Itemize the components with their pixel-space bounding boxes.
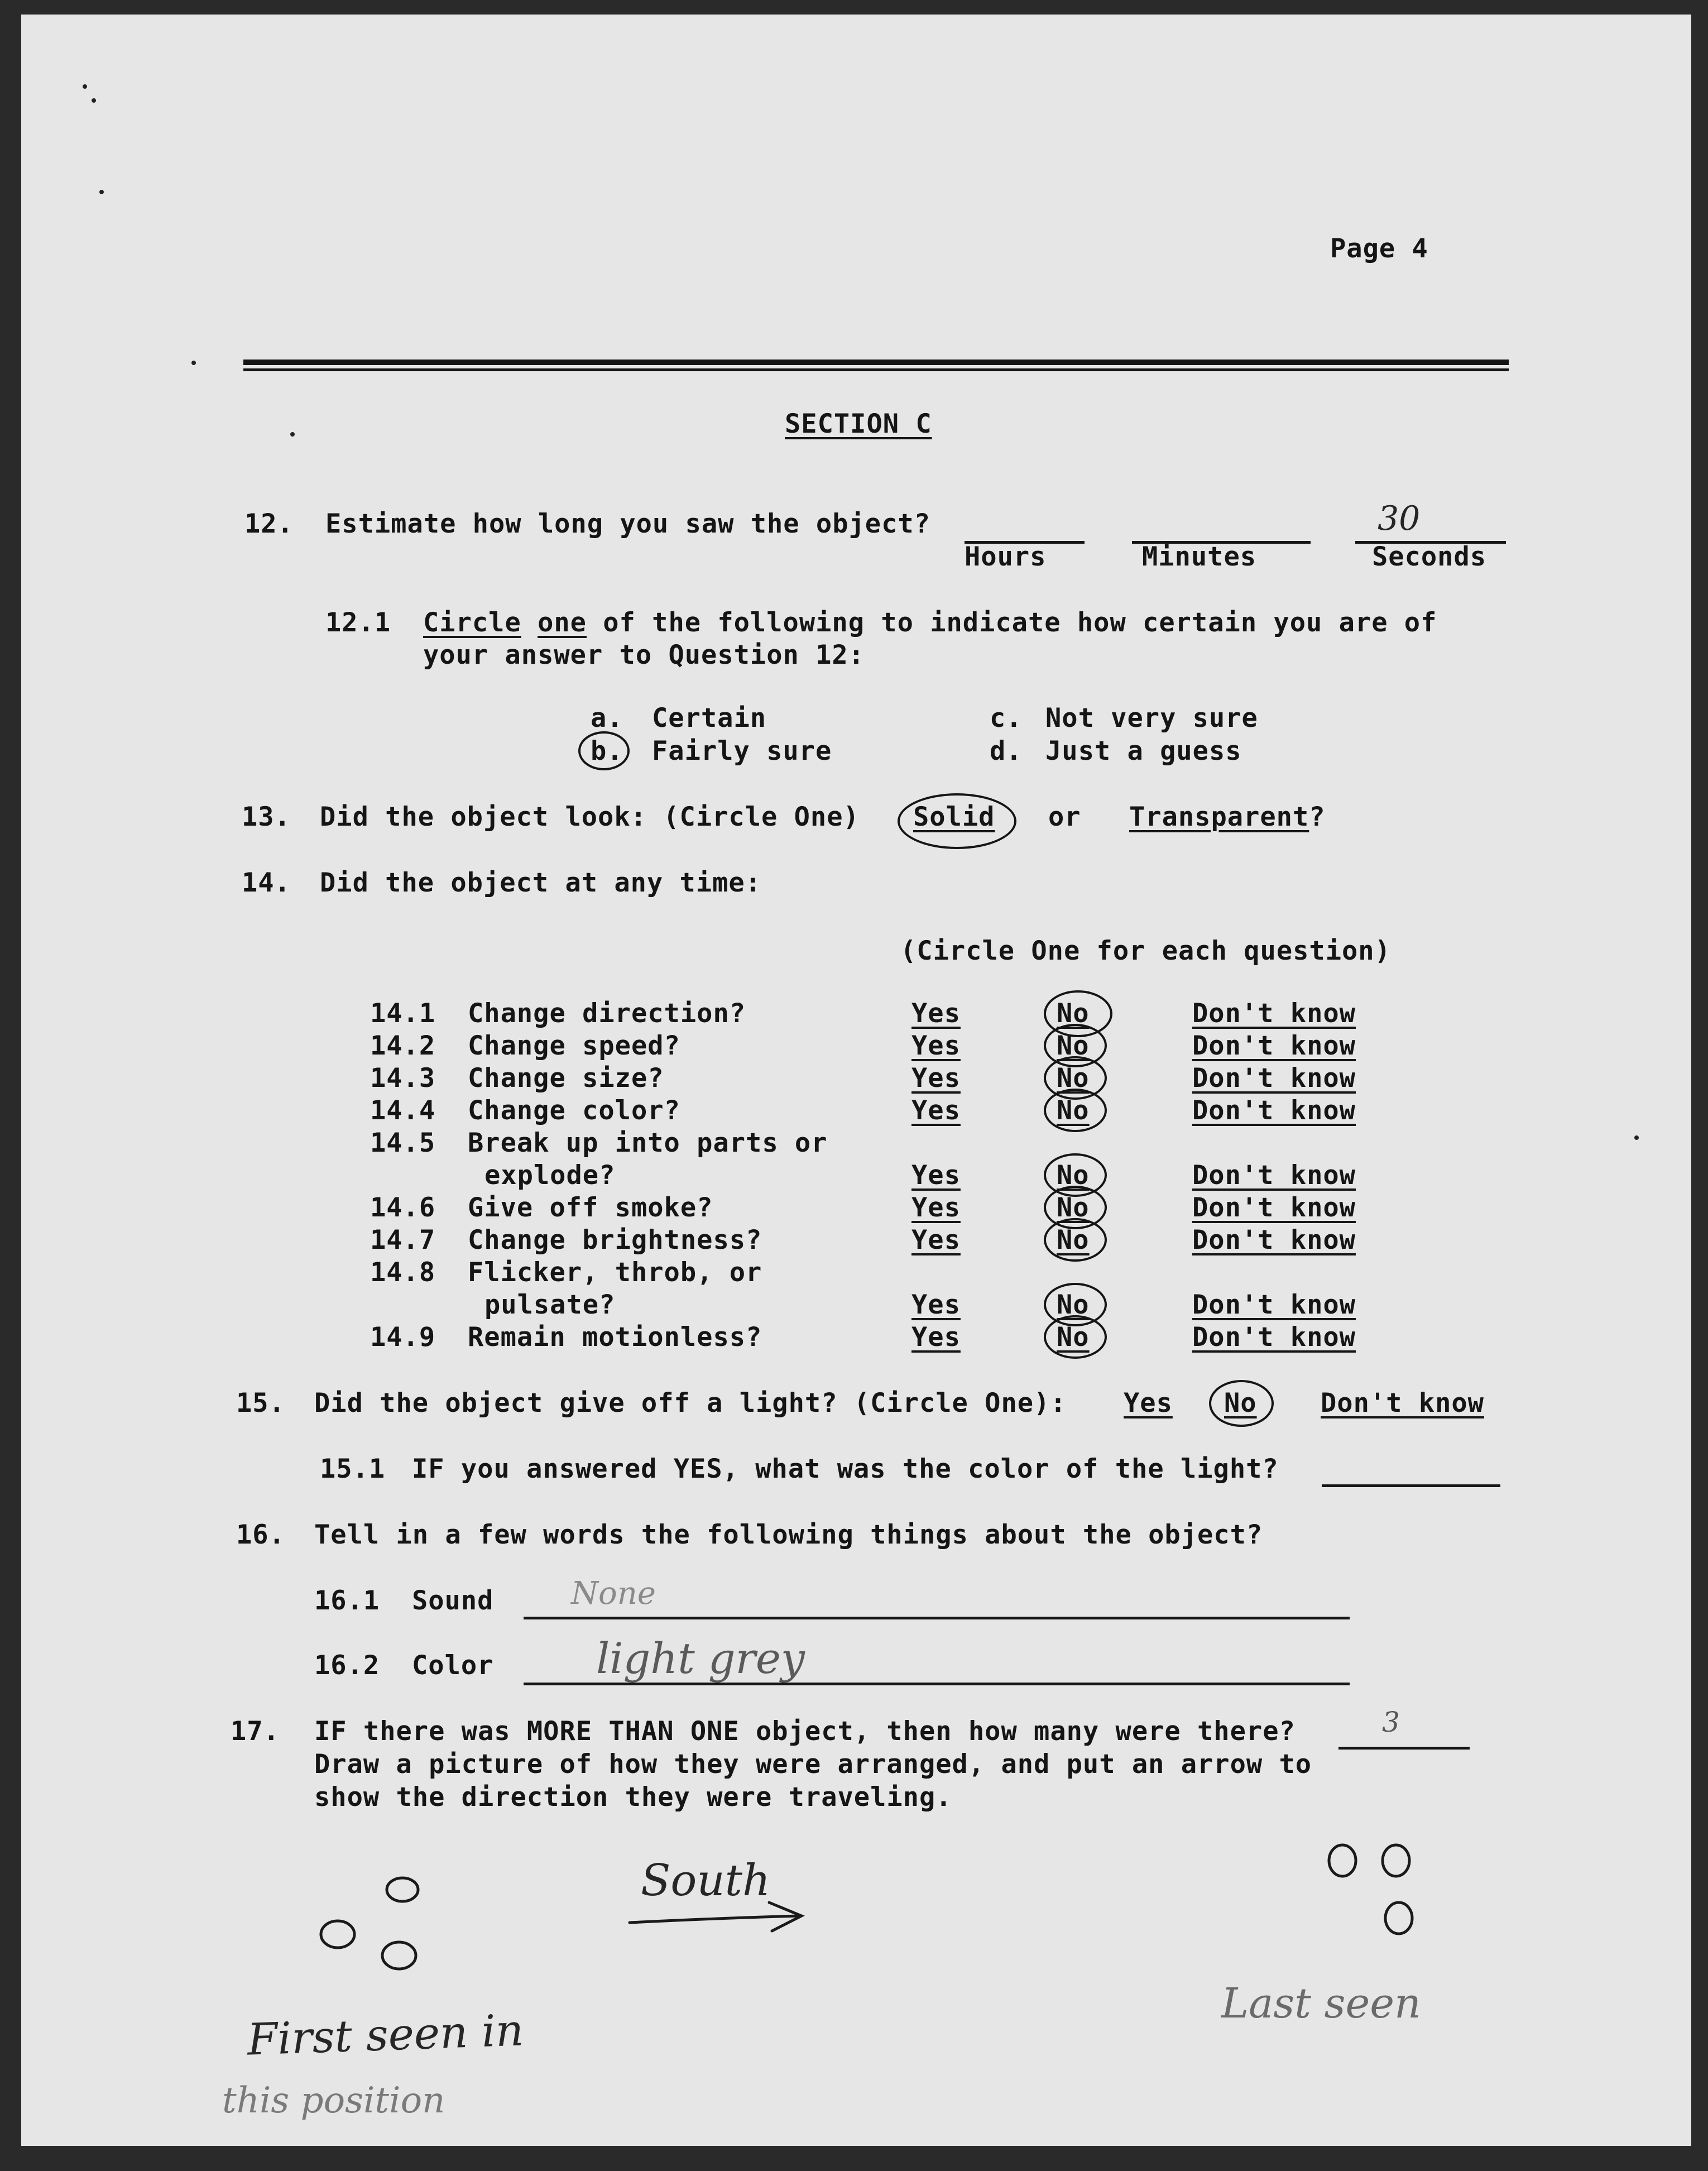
color-label: Color (412, 1650, 494, 1681)
q14-item-number: 14.2 (370, 1031, 436, 1061)
or-word: or (1048, 802, 1081, 832)
page-number: Page 4 (1330, 233, 1428, 264)
q17-number: 17. (231, 1716, 280, 1747)
q14-item-number: 14.6 (370, 1192, 436, 1223)
form-page (21, 15, 1691, 2146)
option-d-letter[interactable]: d. (990, 736, 1023, 766)
q14-item-number: 14.8 (370, 1257, 436, 1288)
object-circle-end-left (1329, 1845, 1356, 1876)
q14-item-text: Change size? (468, 1063, 664, 1094)
option-b-text[interactable]: Fairly sure (652, 736, 832, 766)
q14-6-no[interactable]: No (1057, 1192, 1090, 1223)
q14-9-dont-know[interactable]: Don't know (1192, 1322, 1356, 1353)
q14-item-text: Flicker, throb, or (468, 1257, 762, 1288)
arrangement-sketch (21, 15, 1691, 2146)
q17-line1: IF there was MORE THAN ONE object, then how many were there? (314, 1716, 1296, 1747)
q14-4-dont-know[interactable]: Don't know (1192, 1095, 1356, 1126)
object-count-value[interactable]: 3 (1382, 1706, 1400, 1738)
option-b-letter[interactable]: b. (591, 736, 623, 766)
object-circle-end-right (1383, 1845, 1409, 1876)
q13-qmark: ? (1309, 802, 1326, 832)
q14-item-text: Break up into parts or (468, 1128, 828, 1158)
q14-5-dont-know[interactable]: Don't know (1192, 1160, 1356, 1191)
q14-7-yes[interactable]: Yes (911, 1225, 961, 1255)
q14-item-number: 14.1 (370, 998, 436, 1029)
q14-2-dont-know[interactable]: Don't know (1192, 1031, 1356, 1061)
q14-2-no[interactable]: No (1057, 1031, 1090, 1061)
seconds-label: Seconds (1372, 541, 1487, 572)
q14-item-text: Change brightness? (468, 1225, 762, 1255)
q14-8-dont-know[interactable]: Don't know (1192, 1290, 1356, 1320)
q14-3-no[interactable]: No (1057, 1063, 1090, 1094)
object-circle-start-left (321, 1921, 354, 1948)
q14-4-yes[interactable]: Yes (911, 1095, 961, 1126)
q14-item-text: Remain motionless? (468, 1322, 762, 1353)
q14-1-yes[interactable]: Yes (911, 998, 961, 1029)
q14-4-no[interactable]: No (1057, 1095, 1090, 1126)
q14-item-text: Give off smoke? (468, 1192, 713, 1223)
q14-text: Did the object at any time: (320, 868, 762, 898)
q14-item-text-cont: pulsate? (484, 1290, 616, 1320)
q15-1-text: IF you answered YES, what was the color of the light? (412, 1454, 1279, 1484)
q13-text: Did the object look: (Circle One) (320, 802, 860, 832)
q14-item-text-cont: explode? (484, 1160, 616, 1191)
q14-6-dont-know[interactable]: Don't know (1192, 1192, 1356, 1223)
q16-2-number: 16.2 (314, 1650, 380, 1681)
solid-option[interactable]: Solid (913, 802, 995, 832)
q17-line3: show the direction they were traveling. (314, 1782, 952, 1813)
sound-value[interactable]: None (571, 1575, 656, 1612)
q14-5-no[interactable]: No (1057, 1160, 1090, 1191)
q14-9-no[interactable]: No (1057, 1322, 1090, 1353)
q14-item-text: Change speed? (468, 1031, 680, 1061)
q14-item-number: 14.3 (370, 1063, 436, 1094)
q15-dont-know[interactable]: Don't know (1321, 1388, 1484, 1418)
q12-1-line2: your answer to Question 12: (423, 640, 865, 670)
option-a-letter[interactable]: a. (591, 703, 623, 734)
object-circle-start-top (387, 1878, 418, 1901)
q14-3-dont-know[interactable]: Don't know (1192, 1063, 1356, 1094)
circle-word: Circle (423, 607, 521, 638)
q16-text: Tell in a few words the following things about the object? (314, 1520, 1263, 1550)
q15-yes[interactable]: Yes (1124, 1388, 1173, 1418)
q15-1-number: 15.1 (320, 1454, 386, 1484)
q14-7-dont-know[interactable]: Don't know (1192, 1225, 1356, 1255)
first-seen-note-line1: First seen in (246, 2005, 525, 2065)
direction-arrow-shaft (630, 1916, 800, 1923)
q14-instruction: (Circle One for each question) (900, 936, 1391, 966)
q14-5-yes[interactable]: Yes (911, 1160, 961, 1191)
q14-item-text: Change direction? (468, 998, 746, 1029)
q14-item-number: 14.7 (370, 1225, 436, 1255)
one-word: one (538, 607, 587, 638)
q16-number: 16. (236, 1520, 285, 1550)
q14-item-number: 14.9 (370, 1322, 436, 1353)
q14-9-yes[interactable]: Yes (911, 1322, 961, 1353)
q14-item-text: Change color? (468, 1095, 680, 1126)
last-seen-note: Last seen (1221, 1980, 1421, 2028)
sound-label: Sound (412, 1585, 494, 1616)
q16-1-number: 16.1 (314, 1585, 380, 1616)
q17-line2: Draw a picture of how they were arranged, and put an arrow to (314, 1749, 1312, 1780)
q14-8-no[interactable]: No (1057, 1290, 1090, 1320)
q14-item-number: 14.4 (370, 1095, 436, 1126)
q12-1-line1-rest: of the following to indicate how certain you are of (603, 607, 1437, 638)
option-c-letter[interactable]: c. (990, 703, 1023, 734)
option-a-text[interactable]: Certain (652, 703, 767, 734)
q14-3-yes[interactable]: Yes (911, 1063, 961, 1094)
option-d-text[interactable]: Just a guess (1045, 736, 1242, 766)
q12-1-number: 12.1 (325, 607, 391, 638)
q15-text: Did the object give off a light? (Circle One): (314, 1388, 1067, 1418)
q14-number: 14. (242, 868, 291, 898)
first-seen-note-line2: this position (222, 2080, 445, 2121)
color-value[interactable]: light grey (596, 1633, 805, 1683)
seconds-value[interactable]: 30 (1378, 499, 1421, 538)
q14-6-yes[interactable]: Yes (911, 1192, 961, 1223)
q14-item-number: 14.5 (370, 1128, 436, 1158)
q12-text: Estimate how long you saw the object? (325, 509, 930, 539)
option-c-text[interactable]: Not very sure (1045, 703, 1258, 734)
q15-no[interactable]: No (1224, 1388, 1257, 1418)
q14-1-dont-know[interactable]: Don't know (1192, 998, 1356, 1029)
hours-label: Hours (965, 541, 1047, 572)
q15-number: 15. (236, 1388, 285, 1418)
q13-number: 13. (242, 802, 291, 832)
q14-7-no[interactable]: No (1057, 1225, 1090, 1255)
object-circle-start-right (382, 1942, 416, 1969)
transparent-label: Transparent (1129, 802, 1309, 832)
object-circle-end-bottom (1385, 1902, 1412, 1934)
q14-2-yes[interactable]: Yes (911, 1031, 961, 1061)
q14-1-no[interactable]: No (1057, 998, 1090, 1029)
minutes-label: Minutes (1142, 541, 1257, 572)
q12-number: 12. (244, 509, 294, 539)
direction-label: South (641, 1856, 771, 1906)
section-title: SECTION C (785, 409, 932, 439)
q14-8-yes[interactable]: Yes (911, 1290, 961, 1320)
